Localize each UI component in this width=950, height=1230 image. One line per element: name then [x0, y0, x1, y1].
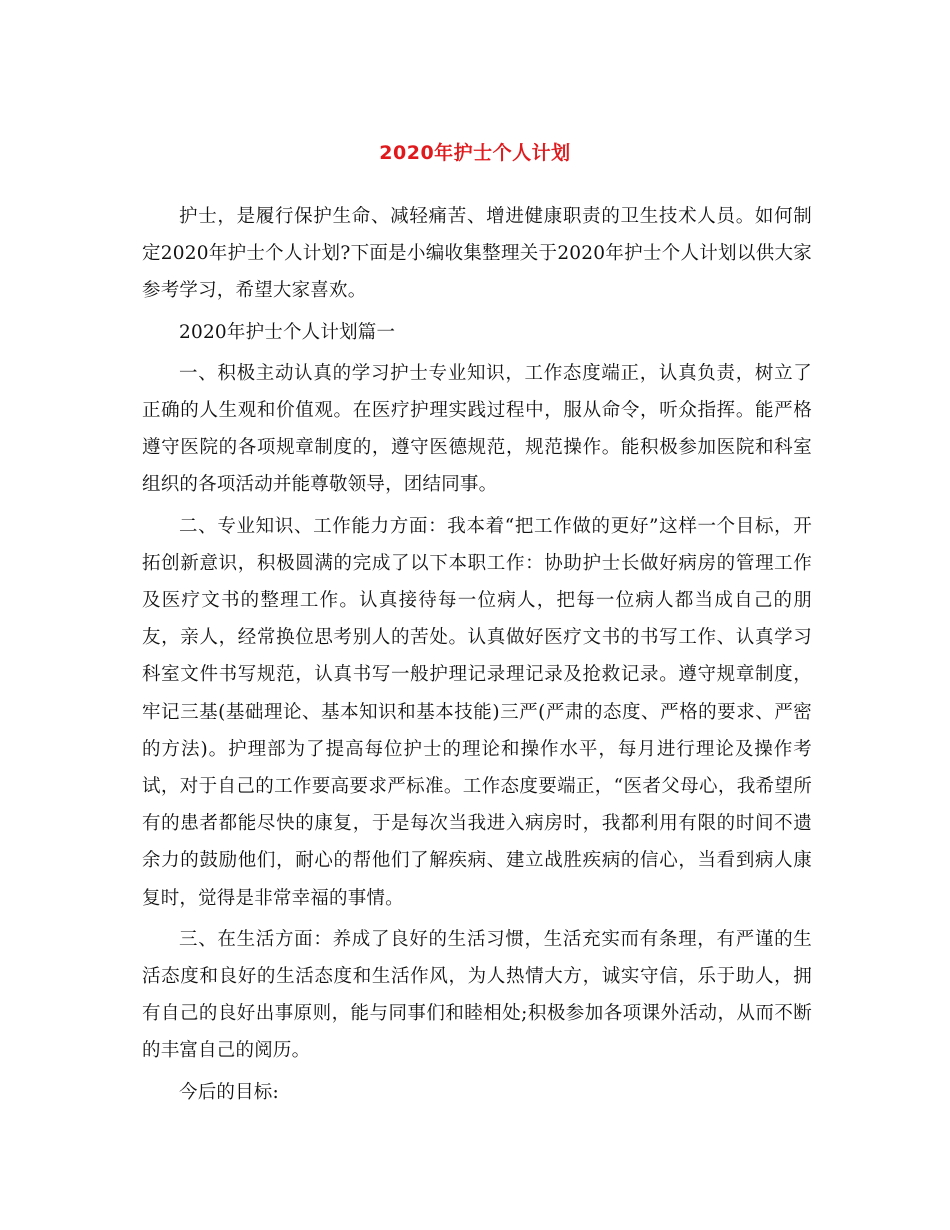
document-title: 2020年护士个人计划: [379, 142, 571, 164]
paragraph-one: 一、积极主动认真的学习护士专业知识，工作态度端正，认真负责，树立了正确的人生观和价值观。在医疗护理实践过程中，服从命令，听众指挥。能严格遵守医院的各项规章制度的，遵守医德规范，规范操作。能积极参加医院和科室组织的各项活动并能尊敬领导，团结同事。: [142, 362, 812, 496]
paragraph-two: 二、专业知识、工作能力方面：我本着“把工作做的更好”这样一个目标，开拓创新意识，积极圆满的完成了以下本职工作：协助护士长做好病房的管理工作及医疗文书的整理工作。认真接待每一位病人，把每一位病人都当成自己的朋友，亲人，经常换位思考别人的苦处。认真做好医疗文书的书写工作、认真学习科室文件书写规范，认真书写一般护理记录理记录及抢救记录。遵守规章制度，牢记三基(基础理论、基本知识和基本技能)三严(严肃的态度、严格的要求、严密的方法)。护理部为了提高每位护士的理论和操作水平，每月进行理论及操作考试，对于自己的工作要高要求严标准。工作态度要端正，“医者父母心，我希望所有的患者都能尽快的康复，于是每次当我进入病房时，我都利用有限的时间不遗余力的鼓励他们，耐心的帮他们了解疾病、建立战胜疾病的信心，当看到病人康复时，觉得是非常幸福的事情。: [142, 515, 812, 909]
paragraph-goals: 今后的目标:: [179, 1081, 279, 1103]
document-body: [142, 198, 812, 1111]
paragraph-section-heading: 2020年护士个人计划篇一: [179, 321, 396, 343]
paragraph-three: 三、在生活方面：养成了良好的生活习惯，生活充实而有条理，有严谨的生活态度和良好的生活态度和生活作风，为人热情大方，诚实守信，乐于助人，拥有自己的良好出事原则，能与同事们和睦相处;积极参加各项课外活动，从而不断的丰富自己的阅历。: [142, 928, 812, 1062]
paragraph-intro: 护士，是履行保护生命、减轻痛苦、增进健康职责的卫生技术人员。如何制定2020年护士个人计划?下面是小编收集整理关于2020年护士个人计划以供大家参考学习，希望大家喜欢。: [142, 206, 812, 302]
